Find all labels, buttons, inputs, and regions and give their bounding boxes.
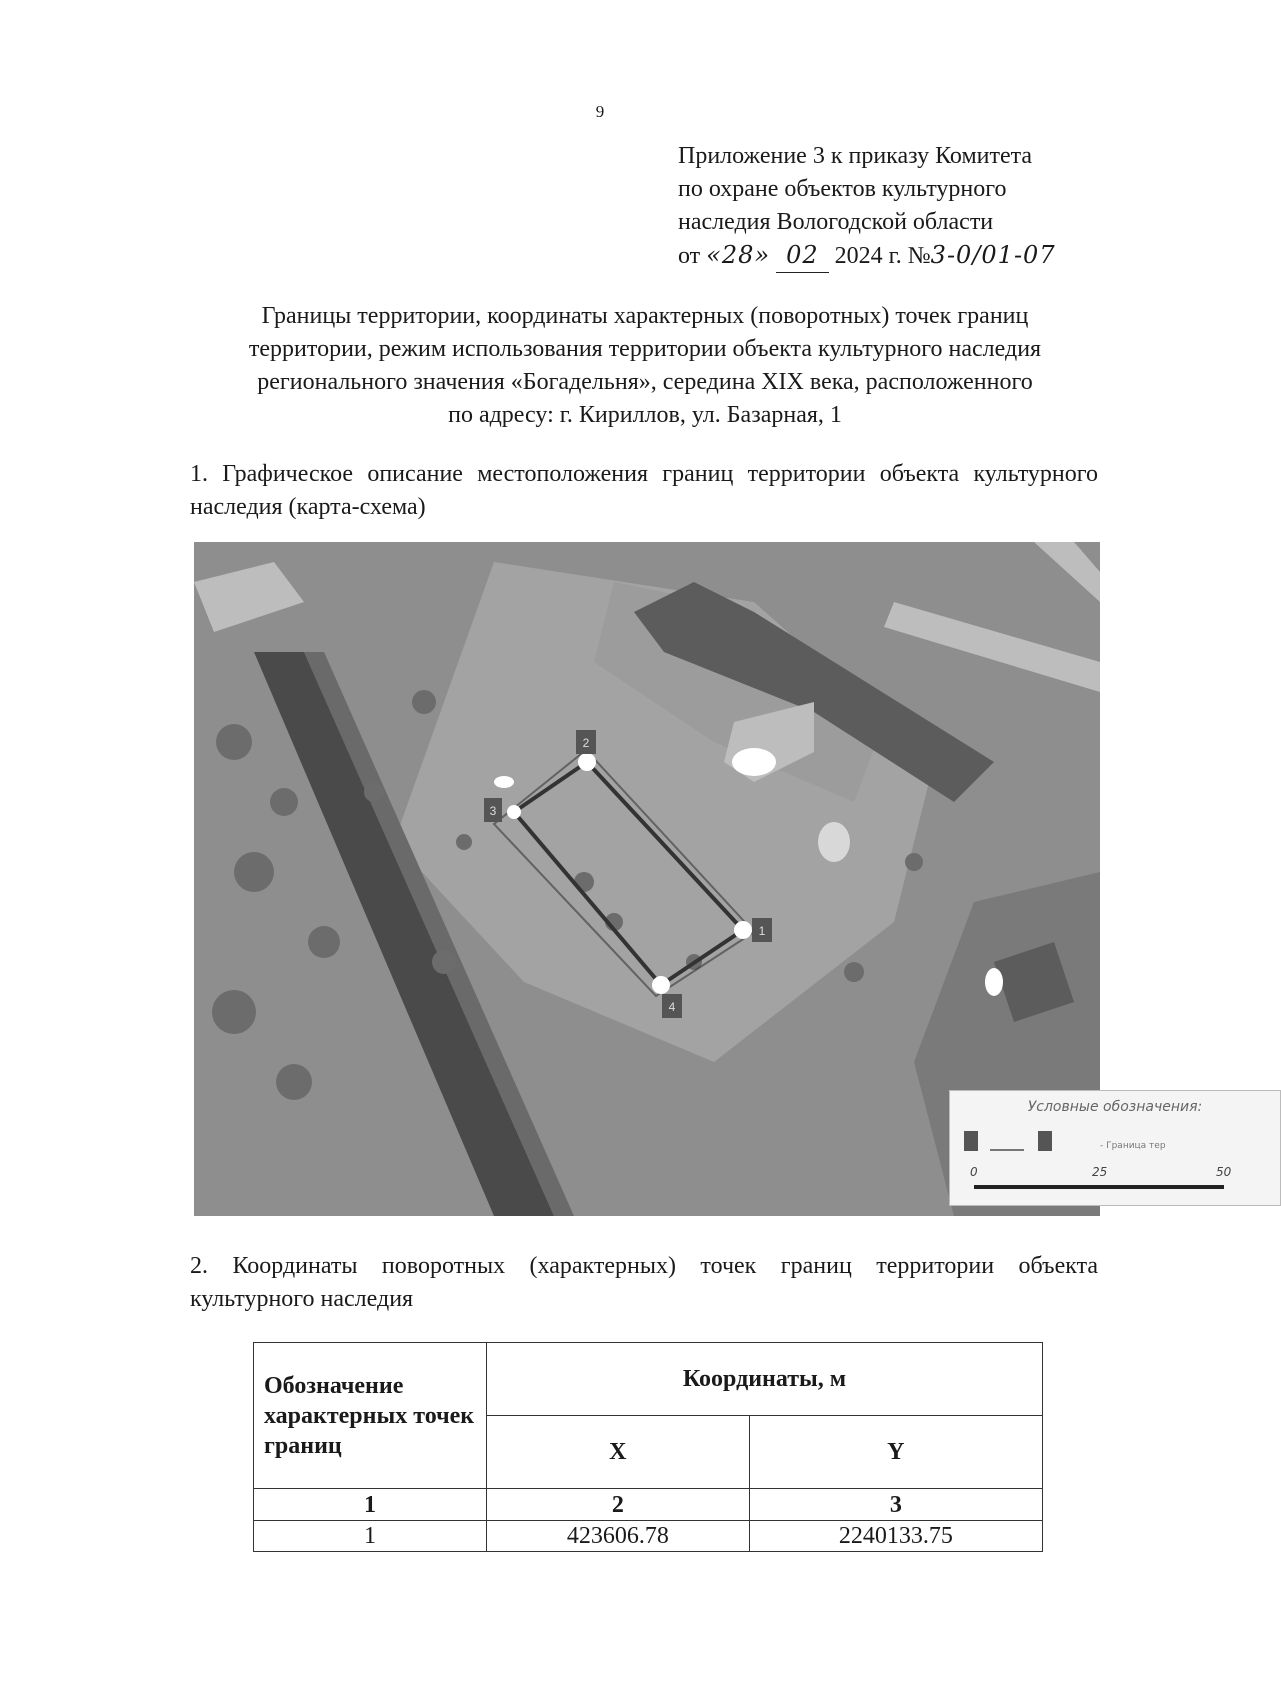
approval-block (678, 140, 1148, 273)
section-1-heading: 1. Графическое описание местоположения границ территории объекта культурного наследия (карта-схема) (190, 461, 1098, 520)
legend-point-swatch (964, 1131, 978, 1151)
map-scheme (194, 542, 1232, 1216)
marker-point-2 (576, 730, 596, 754)
column-number-1: 1 (254, 1489, 487, 1521)
cell-y: 2240133.75 (749, 1521, 1042, 1552)
approval-date-line (678, 239, 1148, 273)
legend-boundary-label: - Граница тер (1100, 1141, 1166, 1151)
scale-label-25: 25 (1092, 1165, 1108, 1179)
approval-line-1: Приложение 3 к приказу Комитета (678, 143, 1033, 169)
legend-line-swatch (990, 1149, 1024, 1151)
title-line-3: регионального значения «Богадельня», середина XIX века, расположенного (257, 369, 1033, 395)
date-month: 02 (776, 239, 829, 273)
header-designation: Обозначение характерных точек границ (254, 1343, 487, 1489)
scale-bar (974, 1185, 1224, 1189)
date-day: «28» (706, 241, 771, 269)
marker-label-3: 3 (489, 804, 497, 818)
cell-point: 1 (254, 1521, 487, 1552)
title-line-2: территории, режим использования территории объекта культурного наследия (248, 336, 1042, 362)
legend-marker-swatch (1038, 1131, 1052, 1151)
section-2-heading: 2. Координаты поворотных (характерных) точек границ территории объекта культурного наследия (190, 1253, 1098, 1312)
table-row (254, 1521, 1043, 1552)
header-x: X (487, 1416, 750, 1489)
document-title (190, 300, 1100, 432)
title-line-1: Границы территории, координаты характерных (поворотных) точек границ (261, 303, 1029, 329)
column-number-3: 3 (749, 1489, 1042, 1521)
legend-title: Условные обозначения: (1027, 1099, 1203, 1115)
scale-label-50: 50 (1216, 1165, 1232, 1179)
from-label: от (678, 243, 701, 269)
scale-label-0: 0 (970, 1165, 978, 1179)
marker-label-4: 4 (668, 1000, 676, 1014)
column-number-row (254, 1489, 1043, 1521)
title-line-4: по адресу: г. Кириллов, ул. Базарная, 1 (448, 402, 842, 428)
marker-label-1: 1 (758, 924, 766, 938)
header-y: Y (749, 1416, 1042, 1489)
coordinates-table (253, 1342, 1043, 1552)
header-coordinates: Координаты, м (487, 1343, 1043, 1416)
marker-point-4 (662, 994, 682, 1018)
page-number: 9 (595, 102, 605, 121)
marker-point-3 (484, 798, 502, 822)
marker-label-2: 2 (582, 736, 590, 750)
order-number: 3-0/01-07 (930, 241, 1056, 269)
column-number-2: 2 (487, 1489, 750, 1521)
approval-line-2: по охране объектов культурного (678, 176, 1007, 202)
date-year: 2024 г. № (834, 243, 931, 269)
approval-line-3: наследия Вологодской области (678, 209, 994, 235)
marker-point-1 (752, 918, 772, 942)
cell-x: 423606.78 (487, 1521, 750, 1552)
map-legend (949, 1090, 1281, 1206)
